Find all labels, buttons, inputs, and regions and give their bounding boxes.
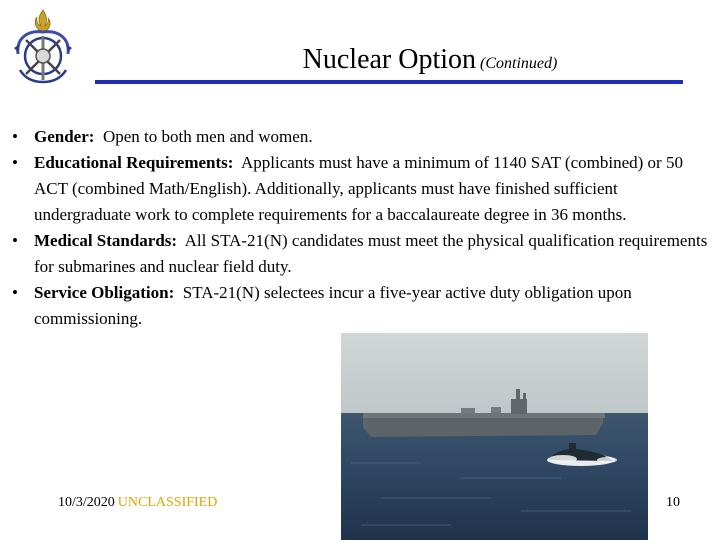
bullet-label: Educational Requirements: xyxy=(34,153,234,172)
bullet-item xyxy=(8,280,708,332)
bullet-label: Service Obligation: xyxy=(34,283,175,302)
title-main: Nuclear Option xyxy=(302,44,477,75)
bullet-glyph: • xyxy=(12,231,18,250)
bullet-item xyxy=(8,228,708,280)
bullet-glyph: • xyxy=(12,127,18,146)
bullet-text: All STA-21(N) candidates must meet the physical qualification requirements for submarines and nuclear field duty. xyxy=(34,231,708,276)
bullet-list xyxy=(8,124,708,332)
navy-emblem-icon xyxy=(6,8,80,90)
slide-title xyxy=(180,44,680,76)
bullet-text: Applicants must have a minimum of 1140 SAT (combined) or 50 ACT (combined Math/English). Additionally, applicants must have finished sufficient undergraduate work to complete requirements for a baccalaureate degree in 36 months. xyxy=(34,153,683,224)
aircraft-carrier-and-submarine-photo xyxy=(341,333,648,540)
bullet-glyph: • xyxy=(12,283,18,302)
bullet-text: Open to both men and women. xyxy=(102,127,313,146)
classification-label: UNCLASSIFIED xyxy=(117,495,218,510)
title-underline xyxy=(95,80,683,84)
footer-date-text: 10/3/2020 xyxy=(58,495,115,510)
bullet-item xyxy=(8,124,708,150)
page-number: 10 xyxy=(666,495,680,510)
bullet-label: Medical Standards: xyxy=(34,231,178,250)
footer-date xyxy=(58,495,217,511)
bullet-text: STA-21(N) selectees incur a five-year active duty obligation upon commissioning. xyxy=(34,283,632,328)
bullet-glyph: • xyxy=(12,153,18,172)
bullet-label: Gender: xyxy=(34,127,95,146)
bullet-item xyxy=(8,150,708,228)
title-suffix: (Continued) xyxy=(480,55,558,72)
